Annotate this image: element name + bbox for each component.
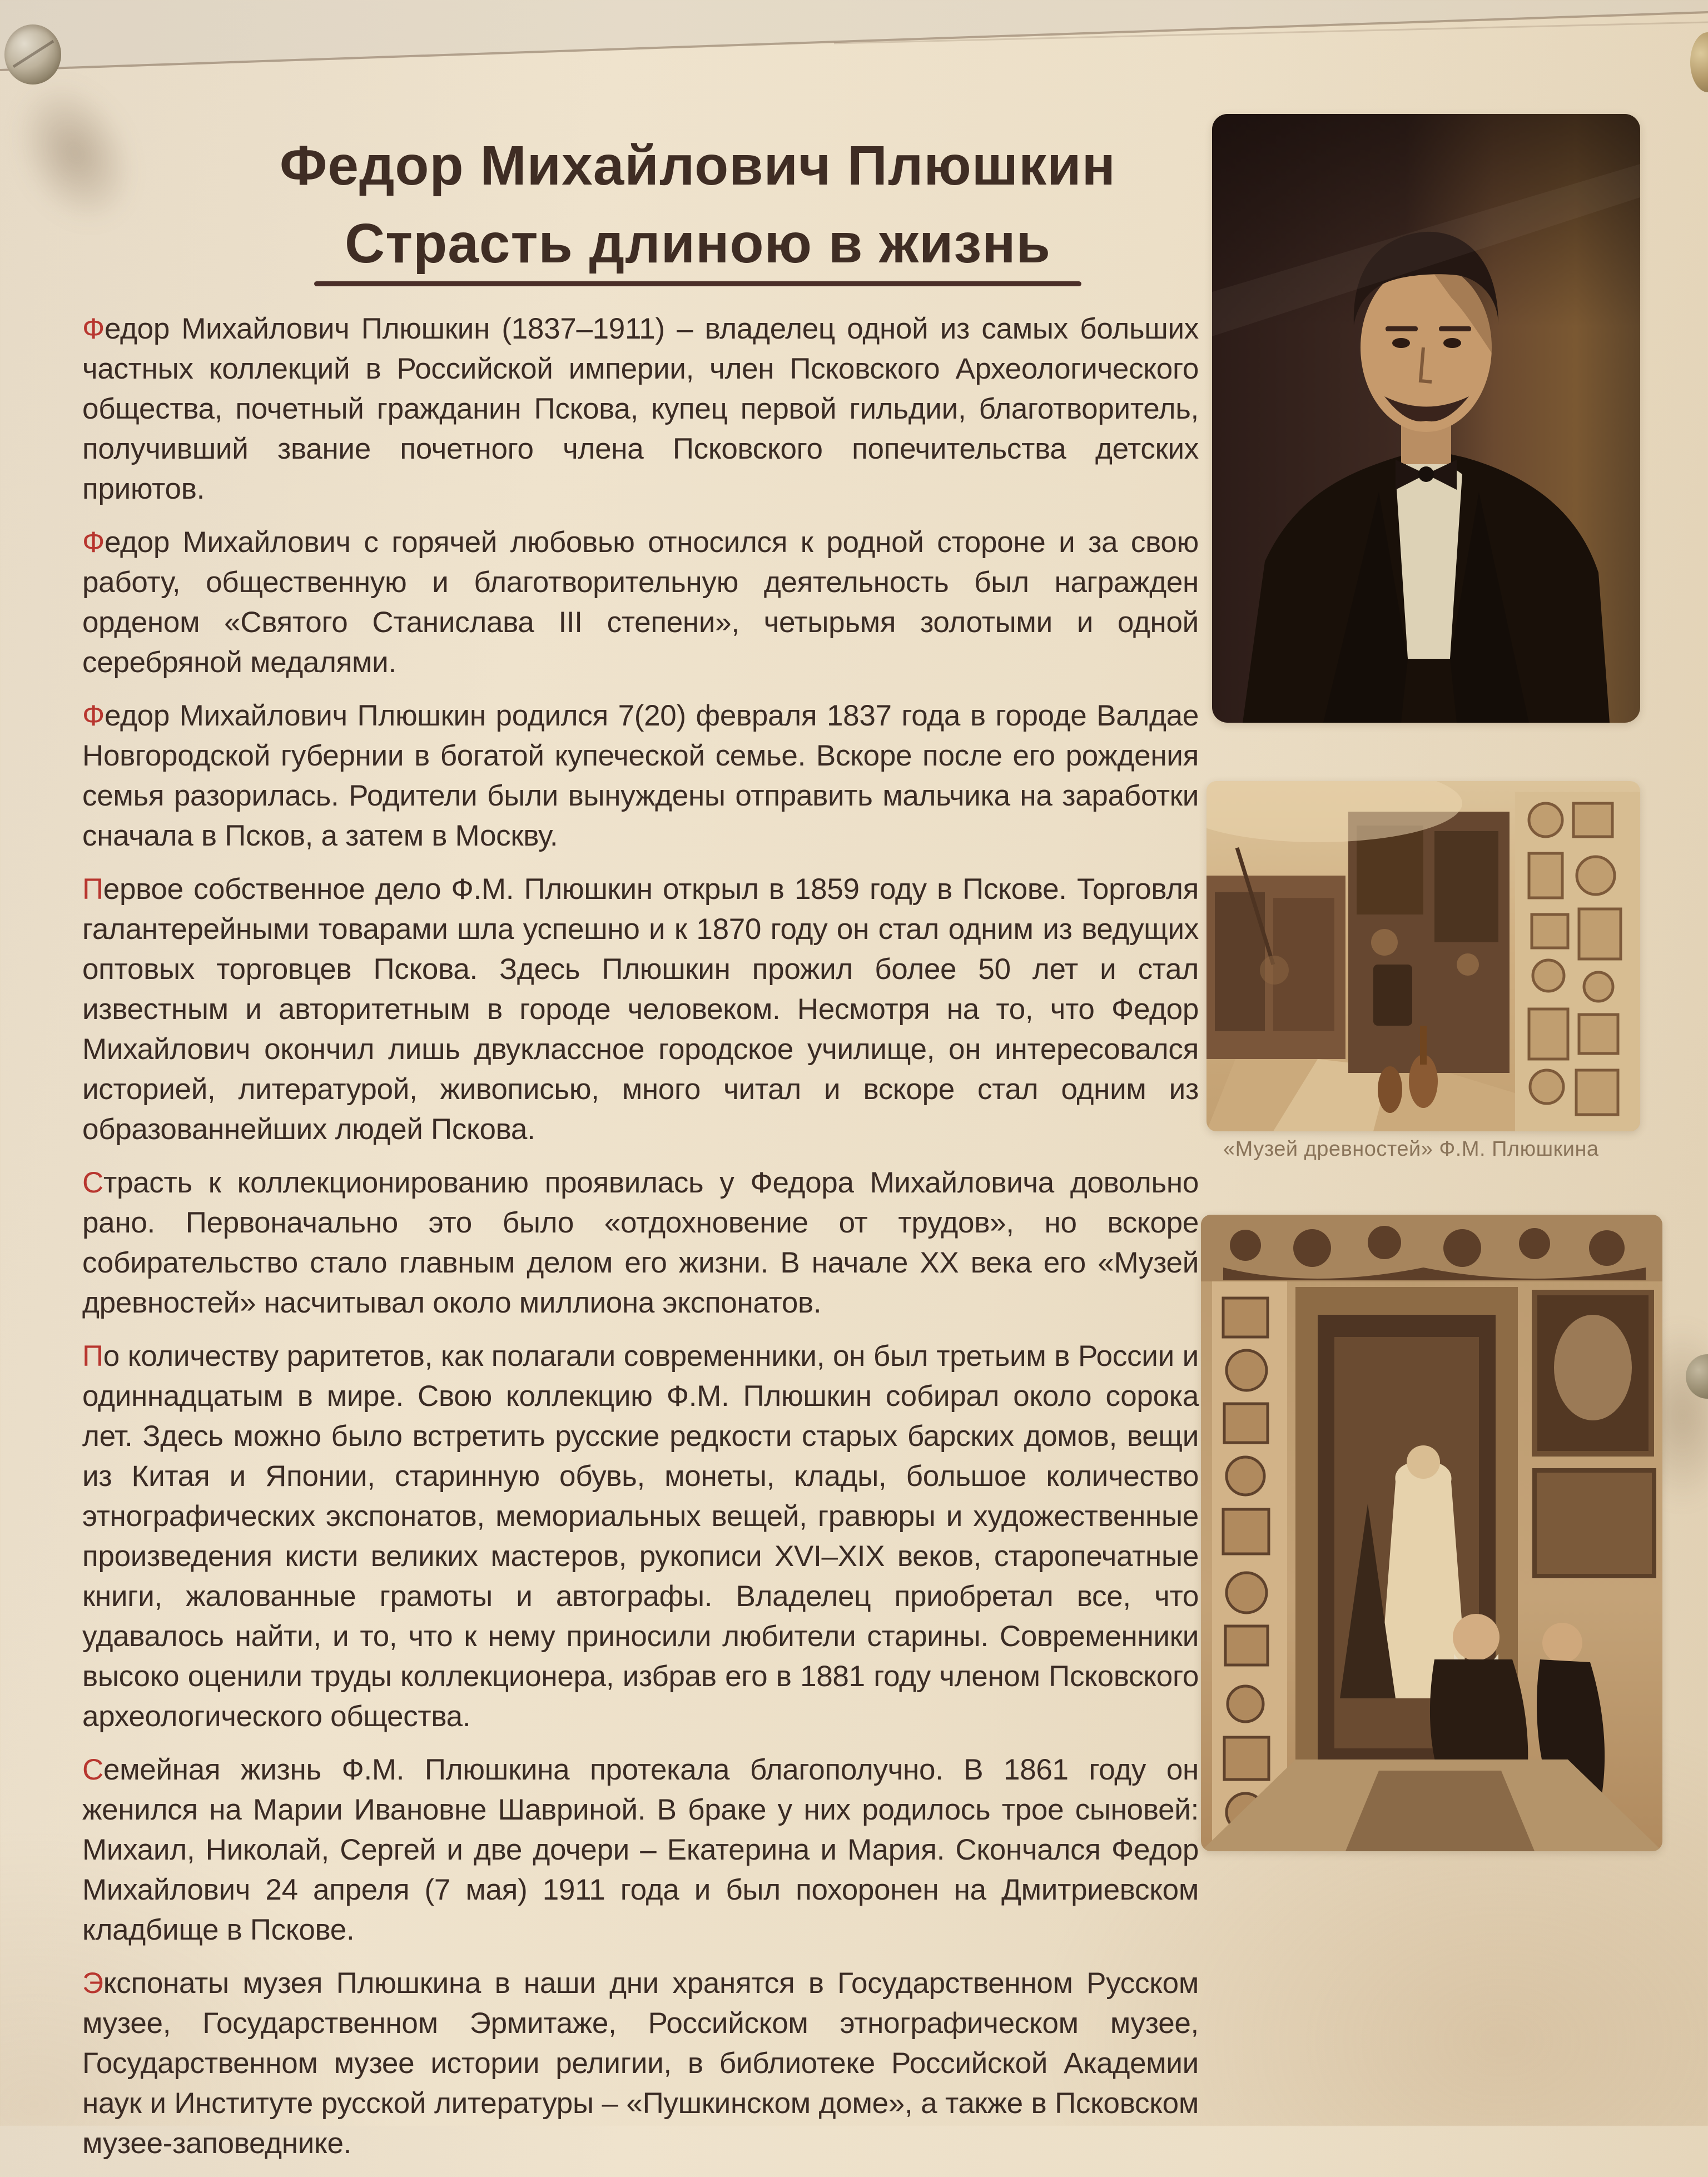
paragraph-7: Семейная жизнь Ф.М. Плюшкина протекала благополучно. В 1861 году он женился на Марии Ивановне Шавриной. В браке у них родилось трое сыновей: Михаил, Николай, Сергей и две дочери – Екатерина и Мария. Скончался Федор Михайлович 24 апреля (7 мая) 1911 года и был похоронен на Дмитриевском кладбище в Пскове. xyxy=(82,1753,1199,1946)
paragraph-5: Страсть к коллекционированию проявилась у Федора Михайловича довольно рано. Первоначально это было «отдохновение от трудов», но вскоре собирательство стало главным делом его жизни. В начале XX века его «Музей древностей» насчитывал около миллиона экспонатов. xyxy=(82,1166,1199,1319)
paragraph-3: Федор Михайлович Плюшкин родился 7(20) февраля 1837 года в городе Валдае Новгородской губернии в богатой купеческой семье. Вскоре после его рождения семья разорилась. Родители были вынуждены отправить мальчика на заработки сначала в Псков, а затем в Москву. xyxy=(82,699,1199,852)
acrylic-edge-line xyxy=(0,0,1708,111)
page-title-line1: Федор Михайлович Плюшкин xyxy=(279,135,1116,197)
standoff-pin-top-left-icon xyxy=(4,24,61,85)
page-title-line2: Страсть длиною в жизнь xyxy=(344,212,1051,275)
portrait-photo xyxy=(1212,114,1640,723)
museum-hall-photo xyxy=(1206,781,1640,1131)
photo-caption: «Музей древностей» Ф.М. Плюшкина xyxy=(1223,1137,1599,1161)
interior-photo xyxy=(1201,1215,1662,1851)
paragraph-2: Федор Михайлович с горячей любовью относился к родной стороне и за свою работу, общественную и благотворительную деятельность был награжден орденом «Святого Станислава III степени», четырьмя золотыми и одной серебряной медалями. xyxy=(82,526,1199,679)
page-title xyxy=(234,127,1162,282)
paragraph-6: По количеству раритетов, как полагали современники, он был третьим в России и одиннадцатым в мире. Свою коллекцию Ф.М. Плюшкин собирал около сорока лет. Здесь можно было встретить русские редкости старых барских домов, вещи из Китая и Японии, старинную обувь, монеты, клады, большое количество этнографических экспонатов, мемориальных вещей, гравюры и художественные произведения кисти великих мастеров, рукописи XVI–XIX веков, старопечатные книги, жалованные грамоты и автографы. Владелец приобретал все, что удавалось найти, и то, что к нему приносили любители старины. Современники высоко оценили труды коллекционера, избрав его в 1881 году членом Псковского археологического общества. xyxy=(82,1340,1199,1733)
article-text xyxy=(82,309,1199,2177)
paragraph-4: Первое собственное дело Ф.М. Плюшкин открыл в 1859 году в Пскове. Торговля галантерейными товарами шла успешно и к 1870 году он стал одним из ведущих оптовых торговцев Пскова. Здесь Плюшкин прожил более 50 лет и стал известным и авторитетным в городе человеком. Несмотря на то, что Федор Михайлович окончил лишь двуклассное городское училище, он интересовался историей, литературой, живописью, много читал и вскоре стал одним из образованнейших людей Пскова. xyxy=(82,873,1199,1146)
title-underline xyxy=(314,281,1081,286)
paragraph-1: Федор Михайлович Плюшкин (1837–1911) – владелец одной из самых больших частных коллекций в Российской империи, член Псковского Археологического общества, почетный гражданин Пскова, купец первой гильдии, благотворитель, получивший звание почетного члена Псковского попечительства детских приютов. xyxy=(82,312,1199,505)
paragraph-8: Экспонаты музея Плюшкина в наши дни хранятся в Государственном Русском музее, Государственном Эрмитаже, Российском этнографическом музее, Государственном музее истории религии, в библиотеке Российской Академии наук и Институте русской литературы – «Пушкинском доме», а также в Псковском музее-заповеднике. xyxy=(82,1967,1199,2160)
